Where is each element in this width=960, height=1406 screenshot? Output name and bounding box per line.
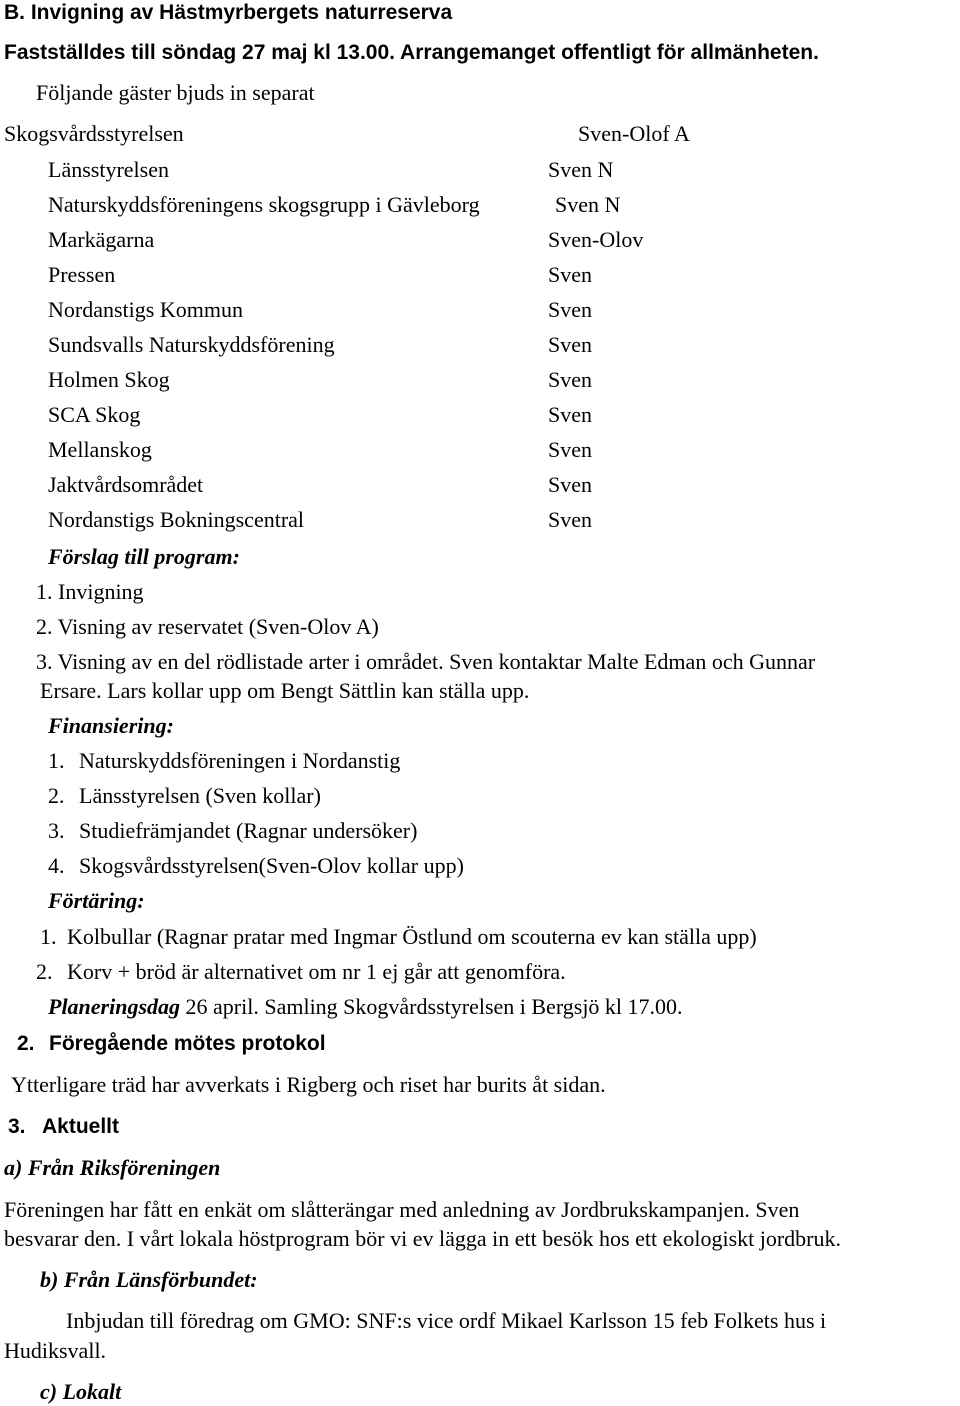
financing-title: Finansiering: — [48, 713, 174, 738]
guest-person: Sven — [548, 472, 592, 497]
sub-c-title: c) Lokalt — [40, 1379, 122, 1404]
guest-org: Sundsvalls Naturskyddsförening — [48, 332, 335, 357]
section3-num: 3. — [8, 1115, 26, 1138]
guest-person: Sven-Olov — [548, 227, 644, 252]
financing-item: Studiefrämjandet (Ragnar undersöker) — [79, 818, 418, 843]
fixed-line: Fastställdes till söndag 27 maj kl 13.00. Arrangemanget offentligt för allmänheten. — [4, 41, 819, 64]
financing-num: 2. — [48, 783, 65, 808]
section3-title: Aktuellt — [42, 1115, 120, 1138]
sub-b-line: Inbjudan till föredrag om GMO: SNF:s vice ordf Mikael Karlsson 15 feb Folkets hus i — [66, 1308, 827, 1333]
guest-org: Nordanstigs Bokningscentral — [48, 507, 305, 532]
guest-person: Sven N — [555, 192, 621, 217]
guest-person: Sven — [548, 437, 592, 462]
guest-person: Sven N — [548, 157, 614, 182]
guest-person: Sven-Olof A — [578, 121, 690, 146]
heading: B. Invigning av Hästmyrbergets naturreserva — [4, 1, 453, 24]
section2-text: Ytterligare träd har avverkats i Rigberg och riset har burits åt sidan. — [11, 1072, 606, 1097]
financing-num: 1. — [48, 748, 65, 773]
guest-org: Mellanskog — [48, 437, 152, 462]
sub-a-title: a) Från Riksföreningen — [4, 1155, 221, 1180]
food-title: Förtäring: — [48, 888, 145, 913]
guests-intro: Följande gäster bjuds in separat — [36, 80, 315, 105]
food-num: 2. — [36, 959, 53, 984]
guest-person: Sven — [548, 507, 592, 532]
guest-person: Sven — [548, 332, 592, 357]
guest-org: Nordanstigs Kommun — [48, 297, 243, 322]
guest-person: Sven — [548, 262, 592, 287]
section2-title: Föregående mötes protokol — [49, 1032, 326, 1055]
program-item: 2. Visning av reservatet (Sven-Olov A) — [36, 614, 379, 639]
guest-org: Skogsvårdsstyrelsen — [4, 121, 184, 146]
sub-a-line: Föreningen har fått en enkät om slåtterängar med anledning av Jordbrukskampanjen. Sven — [4, 1197, 800, 1222]
guest-org: SCA Skog — [48, 402, 141, 427]
financing-num: 3. — [48, 818, 65, 843]
guest-org: Naturskyddsföreningens skogsgrupp i Gävleborg — [48, 192, 480, 217]
guest-org: Pressen — [48, 262, 116, 287]
section2-num: 2. — [17, 1032, 35, 1055]
program-title: Förslag till program: — [48, 544, 240, 569]
guest-person: Sven — [548, 402, 592, 427]
food-num: 1. — [40, 924, 57, 949]
financing-item: Skogsvårdsstyrelsen(Sven-Olov kollar upp) — [79, 853, 464, 878]
sub-b-line: Hudiksvall. — [4, 1338, 107, 1363]
program-item: 3. Visning av en del rödlistade arter i området. Sven kontaktar Malte Edman och Gunnar — [36, 649, 816, 674]
financing-num: 4. — [48, 853, 65, 878]
guest-person: Sven — [548, 297, 592, 322]
program-item-continued: Ersare. Lars kollar upp om Bengt Sättlin kan ställa upp. — [40, 678, 530, 703]
guest-org: Länsstyrelsen — [48, 157, 169, 182]
sub-b-title: b) Från Länsförbundet: — [40, 1267, 258, 1292]
program-item: 1. Invigning — [36, 579, 144, 604]
sub-a-line: besvarar den. I vårt lokala höstprogram bör vi ev lägga in ett besök hos ett ekologiskt jordbruk. — [4, 1226, 842, 1251]
financing-item: Naturskyddsföreningen i Nordanstig — [79, 748, 401, 773]
guest-person: Sven — [548, 367, 592, 392]
planning-line — [48, 994, 683, 1020]
financing-item: Länsstyrelsen (Sven kollar) — [79, 783, 321, 808]
guest-org: Markägarna — [48, 227, 155, 252]
planning-label: Planeringsdag — [48, 994, 181, 1019]
food-item: Kolbullar (Ragnar pratar med Ingmar Östlund om scouterna ev kan ställa upp) — [67, 924, 757, 949]
food-item: Korv + bröd är alternativet om nr 1 ej går att genomföra. — [67, 959, 566, 984]
planning-text: 26 april. Samling Skogvårdsstyrelsen i Bergsjö kl 17.00. — [180, 994, 683, 1019]
guest-org: Jaktvårdsområdet — [48, 472, 204, 497]
guest-org: Holmen Skog — [48, 367, 170, 392]
